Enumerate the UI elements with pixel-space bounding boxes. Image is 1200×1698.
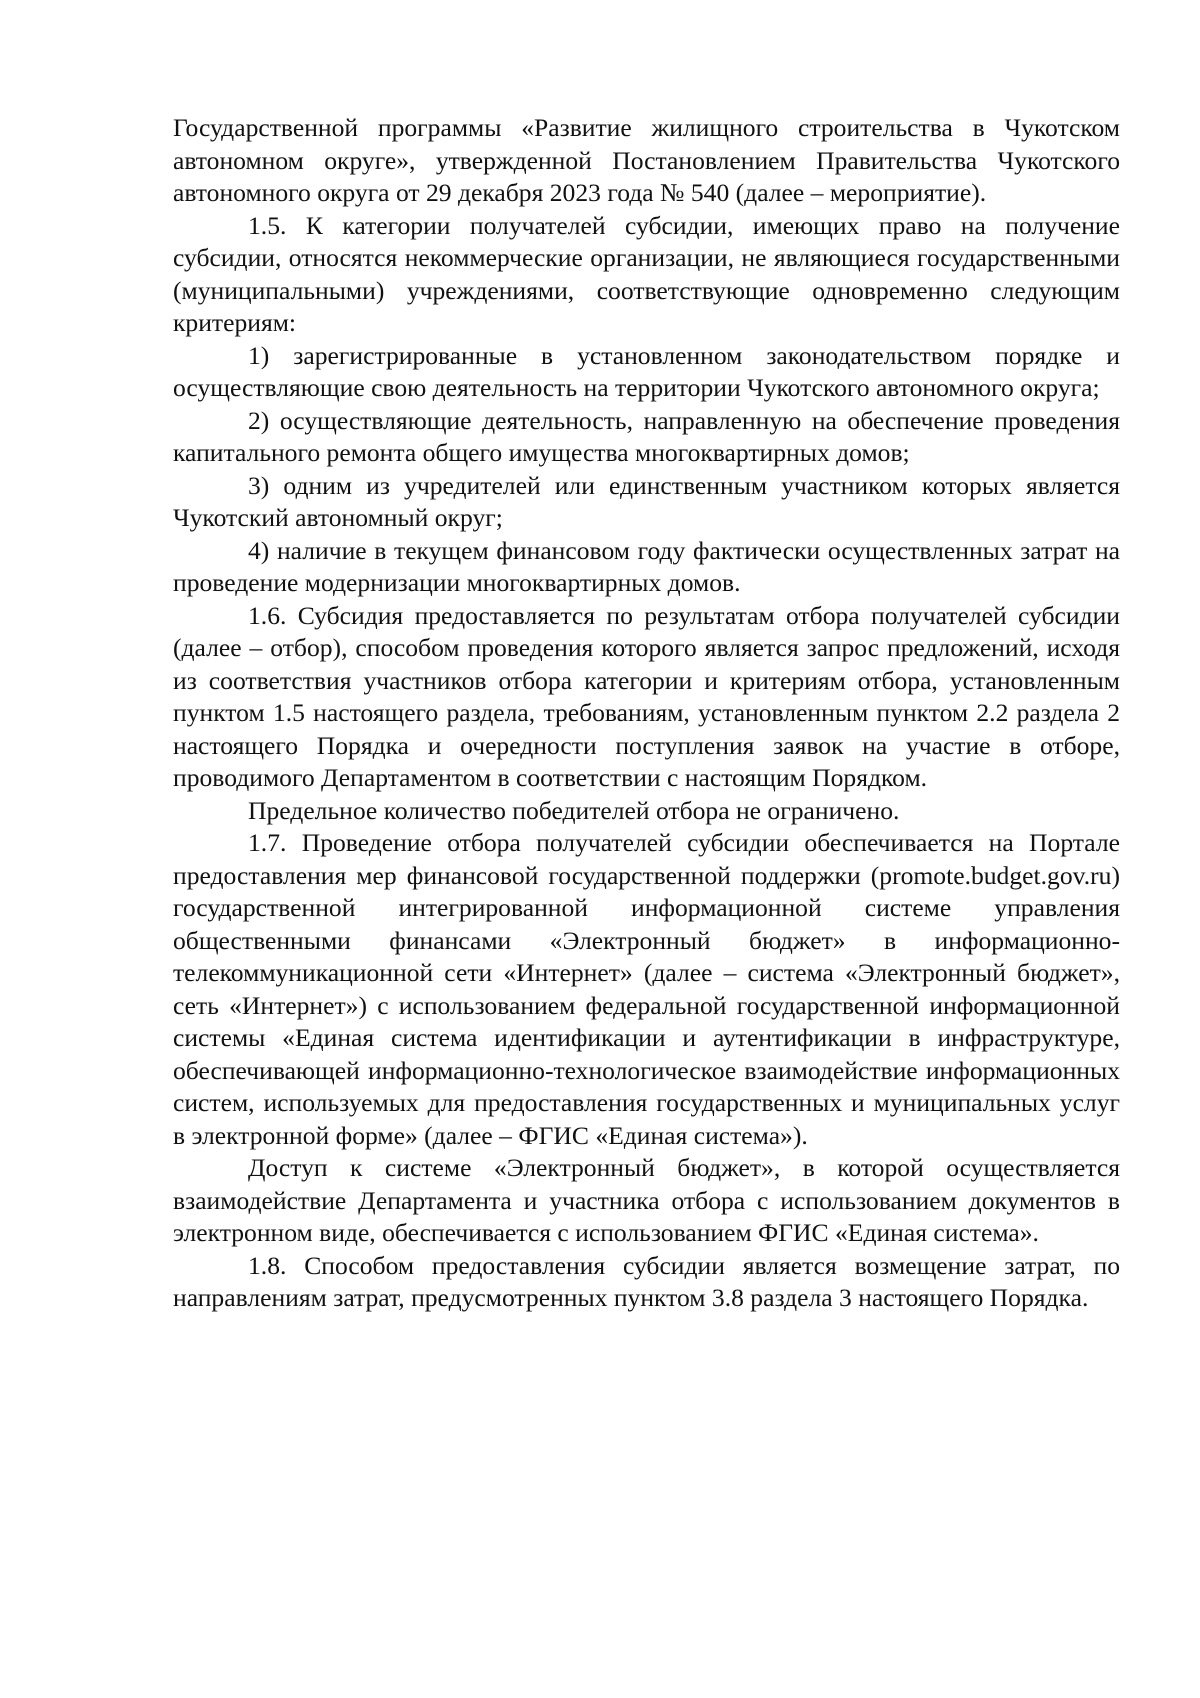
paragraph-system-access: Доступ к системе «Электронный бюджет», в которой осуществляется взаимодействие Департамента и участника отбора с использованием документов в электронном виде, обеспечивается с использованием ФГИС «Единая система». (173, 1153, 1120, 1247)
paragraph-winners-limit: Предельное количество победителей отбора не ограничено. (248, 795, 900, 825)
paragraph-criterion-3: 3) одним из учредителей или единственным участником которых является Чукотский автономный округ; (173, 470, 1120, 532)
paragraph-1-5: 1.5. К категории получателей субсидии, имеющих право на получение субсидии, относятся некоммерческие организации, не являющиеся государственными (муниципальными) учреждениями, соответствующие одновременно следующим критериям: (173, 210, 1120, 337)
paragraph-criterion-4: 4) наличие в текущем финансовом году фактически осуществленных затрат на проведение модернизации многоквартирных домов. (173, 535, 1120, 597)
paragraph-1-6: 1.6. Субсидия предоставляется по результатам отбора получателей субсидии (далее – отбор), способом проведения которого является запрос предложений, исходя из соответствия участников отбора категории и критериям отбора, установленным пунктом 1.5 настоящего раздела, требованиям, установленным пунктом 2.2 раздела 2 настоящего Порядка и очередности поступления заявок на участие в отборе, проводимого Департаментом в соответствии с настоящим Порядком. (173, 600, 1120, 792)
paragraph-criterion-1: 1) зарегистрированные в установленном законодательством порядке и осуществляющие свою деятельность на территории Чукотского автономного округа; (173, 340, 1120, 402)
paragraph-1-7: 1.7. Проведение отбора получателей субсидии обеспечивается на Портале предоставления мер финансовой государственной поддержки (promote.budget.gov.ru) государственной интегрированной информационной системе управления общественными финансами «Электронный бюджет» в информационно-телекоммуникационной сети «Интернет» (далее – система «Электронный бюджет», сеть «Интернет») с использованием федеральной государственной информационной системы «Единая система идентификации и аутентификации в инфраструктуре, обеспечивающей информационно-технологическое взаимодействие информационных систем, используемых для предоставления государственных и муниципальных услуг в электронной форме» (далее – ФГИС «Единая система»). (173, 828, 1120, 1150)
paragraph-criterion-2: 2) осуществляющие деятельность, направленную на обеспечение проведения капитального ремонта общего имущества многоквартирных домов; (173, 405, 1120, 467)
document-body (173, 112, 1120, 1315)
paragraph-program-reference: Государственной программы «Развитие жилищного строительства в Чукотском автономном округе», утвержденной Постановлением Правительства Чукотского автономного округа от 29 декабря 2023 года № 540 (далее – мероприятие). (173, 113, 1120, 207)
paragraph-1-8: 1.8. Способом предоставления субсидии является возмещение затрат, по направлениям затрат, предусмотренных пунктом 3.8 раздела 3 настоящего Порядка. (173, 1250, 1120, 1312)
